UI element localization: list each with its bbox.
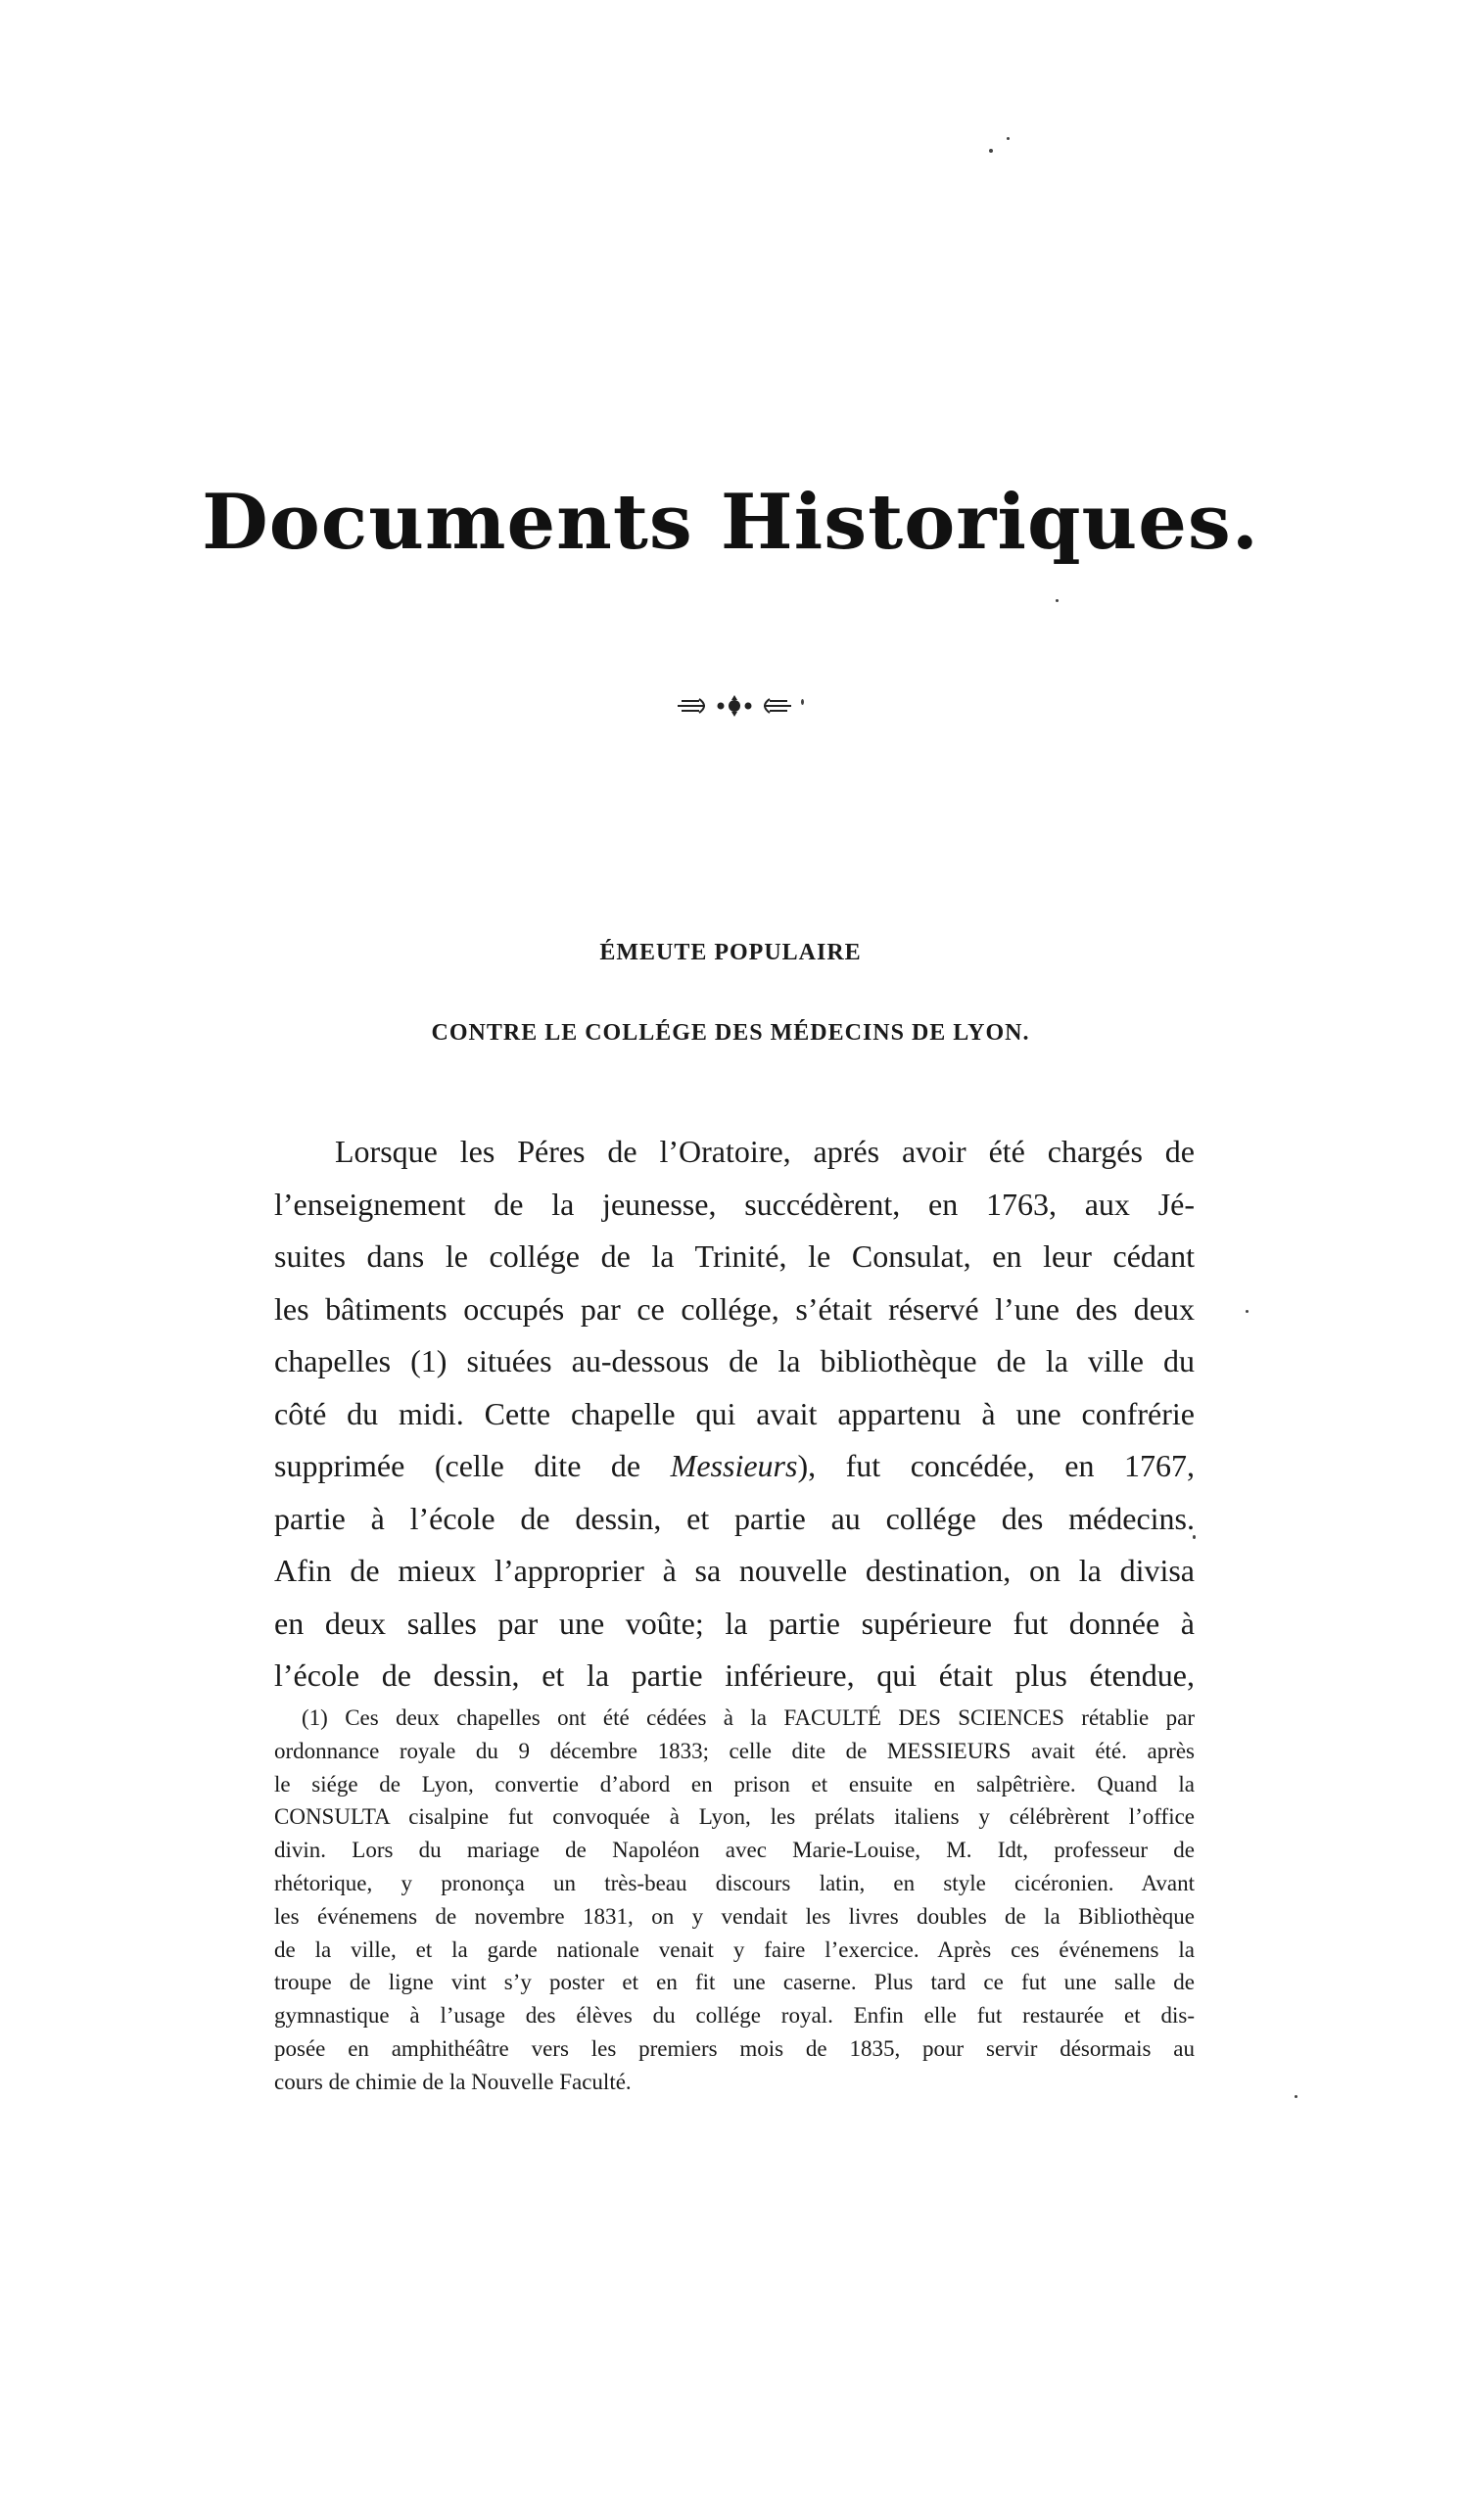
scan-speck — [1056, 599, 1059, 602]
body-line: supprimée (celle dite de Messieurs), fut concédée, en 1767, — [274, 1448, 1195, 1483]
italic-word: Messieurs — [670, 1448, 798, 1483]
footnote-line: cours de chimie de la Nouvelle Faculté. — [274, 2069, 632, 2094]
body-line: Lorsque les Péres de l’Oratoire, aprés avoir été chargés de — [335, 1134, 1195, 1169]
scan-speck — [989, 149, 993, 153]
footnote — [274, 1702, 1195, 2099]
scan-speck — [1246, 1310, 1249, 1313]
body-line: en deux salles par une voûte; la partie supérieure fut donnée à — [274, 1605, 1195, 1641]
article-heading-line-1: ÉMEUTE POPULAIRE — [599, 940, 862, 965]
scan-speck — [801, 699, 804, 705]
body-line: l’école de dessin, et la partie inférieure, qui était plus étendue, — [274, 1657, 1195, 1693]
page-title: Documents Historiques. — [202, 478, 1259, 567]
footnote-line: divin. Lors du mariage de Napoléon avec Marie-Louise, M. Idt, professeur de — [274, 1838, 1195, 1863]
footnote-line: ordonnance royale du 9 décembre 1833; celle dite de MESSIEURS avait été. après — [274, 1738, 1195, 1763]
body-line: suites dans le collége de la Trinité, le Consulat, en leur cédant — [274, 1238, 1195, 1274]
footnote-line: le siége de Lyon, convertie d’abord en prison et ensuite en salpêtrière. Quand la — [274, 1771, 1195, 1797]
fleuron-ornament-icon — [676, 691, 793, 721]
body-line: l’enseignement de la jeunesse, succédèrent, en 1763, aux Jé- — [274, 1186, 1195, 1222]
scan-speck — [1007, 137, 1010, 140]
article-heading-line-2: CONTRE LE COLLÉGE DES MÉDECINS DE LYON. — [431, 1020, 1030, 1046]
footnote-line: gymnastique à l’usage des élèves du collége royal. Enfin elle fut restaurée et dis- — [274, 2003, 1195, 2029]
footnote-line: CONSULTA cisalpine fut convoquée à Lyon, les prélats italiens y célébrèrent l’office — [274, 1804, 1195, 1830]
body-line: Afin de mieux l’approprier à sa nouvelle destination, on la divisa — [274, 1553, 1195, 1588]
footnote-line: les événemens de novembre 1831, on y vendait les livres doubles de la Bibliothèque — [274, 1903, 1195, 1929]
body-line: chapelles (1) situées au-dessous de la bibliothèque de la ville du — [274, 1343, 1195, 1378]
footnote-line: de la ville, et la garde nationale venait y faire l’exercice. Après ces événemens la — [274, 1937, 1195, 1962]
body-line: côté du midi. Cette chapelle qui avait appartenu à une confrérie — [274, 1395, 1195, 1431]
footnote-line: posée en amphithéâtre vers les premiers mois de 1835, pour servir désormais au — [274, 2035, 1195, 2061]
body-line: partie à l’école de dessin, et partie au collége des médecins. — [274, 1500, 1195, 1536]
footnote-line: troupe de ligne vint s’y poster et en fit une caserne. Plus tard ce fut une salle de — [274, 1970, 1195, 1995]
body-paragraph — [274, 1126, 1195, 1703]
footnote-line: (1) Ces deux chapelles ont été cédées à la FACULTÉ DES SCIENCES rétablie par — [302, 1705, 1195, 1730]
scan-speck — [1295, 2095, 1297, 2098]
footnote-line: rhétorique, y prononça un très-beau discours latin, en style cicéronien. Avant — [274, 1870, 1195, 1895]
body-line: les bâtiments occupés par ce collége, s’était réservé l’une des deux — [274, 1290, 1195, 1327]
